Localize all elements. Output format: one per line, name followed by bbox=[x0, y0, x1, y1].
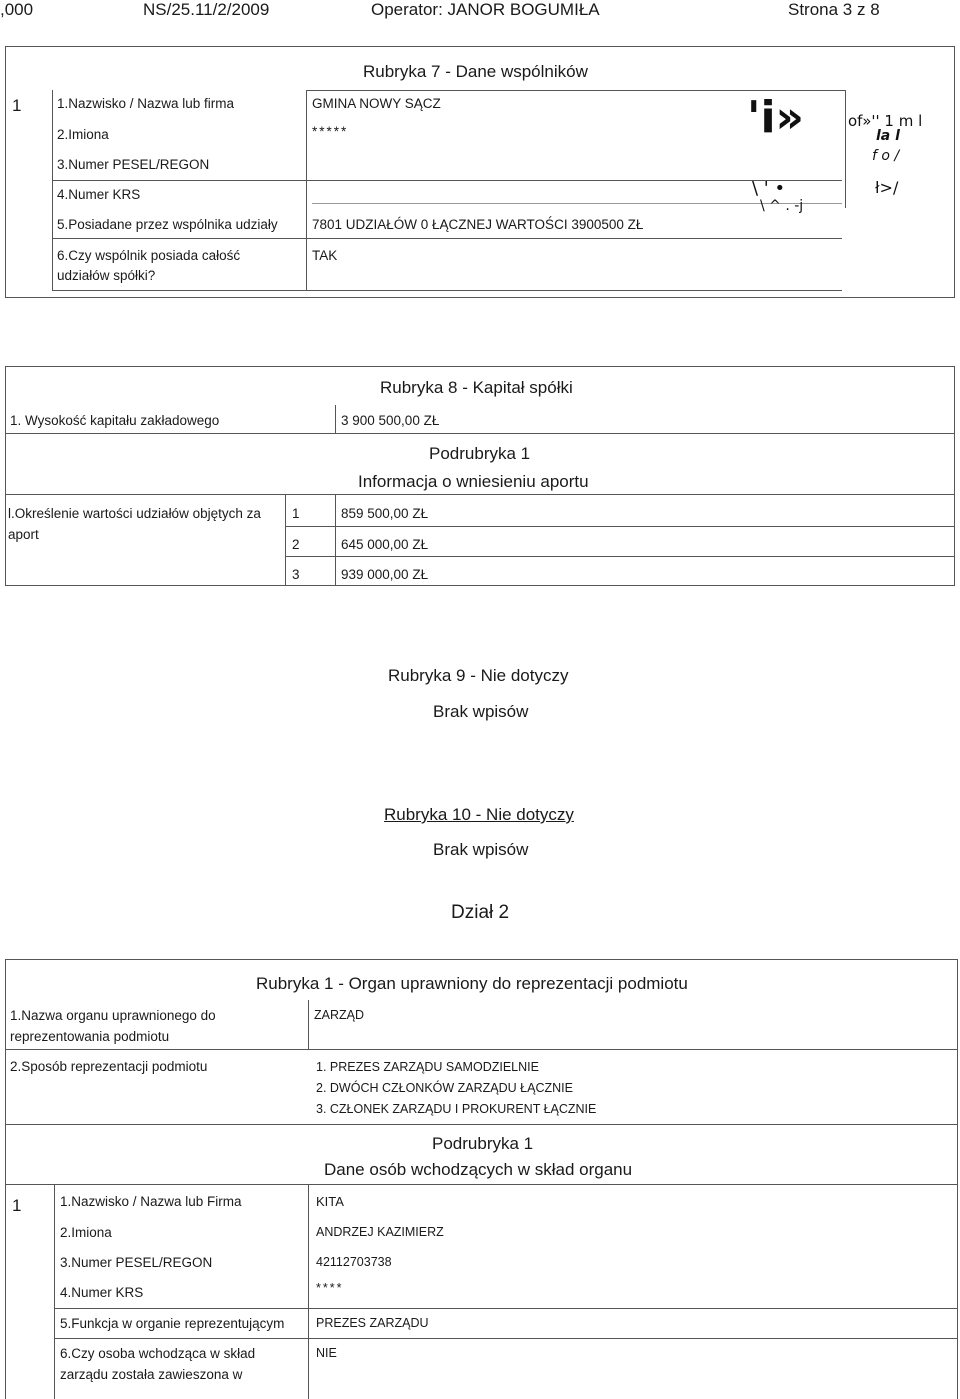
column-divider bbox=[335, 405, 336, 433]
value-sposob-line: 1. PREZES ZARZĄDU SAMODZIELNIE bbox=[316, 1060, 539, 1074]
row-divider bbox=[285, 556, 955, 557]
field-label-udzialy: 5.Posiadane przez wspólnika udziały bbox=[57, 217, 278, 232]
border-bottom bbox=[5, 297, 955, 298]
subsection-subtitle: Dane osób wchodzących w skład organu bbox=[324, 1160, 633, 1179]
aport-row-value: 645 000,00 ZŁ bbox=[341, 537, 429, 552]
value-imiona: ***** bbox=[312, 124, 349, 139]
stamp-fragment: \ ^ . -j bbox=[760, 198, 804, 214]
field-label-pesel: 3.Numer PESEL/REGON bbox=[57, 157, 210, 172]
row-divider bbox=[5, 1184, 958, 1185]
value-udzialy: 7801 UDZIAŁÓW 0 ŁĄCZNEJ WARTOŚCI 3900500 ZŁ bbox=[312, 217, 644, 232]
field-label-imiona: 2.Imiona bbox=[57, 127, 109, 142]
section-title: Rubryka 8 - Kapitał spółki bbox=[380, 378, 573, 397]
border-top bbox=[5, 366, 955, 367]
stamp-fragment: f o / bbox=[872, 148, 900, 164]
column-divider bbox=[335, 494, 336, 586]
column-divider bbox=[285, 494, 286, 586]
empty-state-rubryka-9: Brak wpisów bbox=[433, 702, 529, 721]
row-divider bbox=[5, 1124, 958, 1125]
row-divider bbox=[5, 433, 955, 434]
grid-row-line bbox=[52, 180, 842, 181]
label-column-right bbox=[308, 1184, 309, 1399]
person-value-pesel: 42112703738 bbox=[316, 1255, 392, 1269]
subsection-title: Podrubryka 1 bbox=[429, 444, 531, 463]
person-label-zawieszona: 6.Czy osoba wchodząca w skład bbox=[60, 1346, 256, 1361]
subsection-title: Podrubryka 1 bbox=[432, 1134, 534, 1153]
value-organ: ZARZĄD bbox=[314, 1008, 364, 1022]
border-right bbox=[954, 46, 955, 298]
stamp-fragment: la l bbox=[876, 128, 900, 144]
person-value-nazwisko: KITA bbox=[316, 1194, 344, 1209]
person-index: 1 bbox=[12, 1196, 22, 1215]
label-column-left bbox=[54, 1184, 55, 1399]
person-label-nazwisko: 1.Nazwisko / Nazwa lub Firma bbox=[60, 1194, 242, 1209]
border-top bbox=[5, 959, 958, 960]
border-top bbox=[5, 46, 955, 47]
aport-row-number: 2 bbox=[292, 537, 300, 552]
row-divider bbox=[285, 526, 955, 527]
border-left bbox=[5, 959, 6, 1399]
value-sposob-line: 3. CZŁONEK ZARZĄDU I PROKURENT ŁĄCZNIE bbox=[316, 1102, 597, 1116]
page-indicator: Strona 3 z 8 bbox=[788, 0, 880, 19]
header-left: ,000 bbox=[0, 0, 34, 19]
row-divider bbox=[5, 1049, 958, 1050]
person-value-funkcja: PREZES ZARZĄDU bbox=[316, 1316, 429, 1330]
value-name: GMINA NOWY SĄCZ bbox=[312, 96, 441, 111]
column-divider bbox=[308, 1000, 309, 1049]
value-kapital: 3 900 500,00 ZŁ bbox=[341, 413, 440, 428]
value-grid-top bbox=[306, 90, 846, 91]
aport-row-value: 859 500,00 ZŁ bbox=[341, 506, 429, 521]
subsection-subtitle: Informacja o wniesieniu aportu bbox=[358, 472, 589, 491]
section-title-rubryka-9: Rubryka 9 - Nie dotyczy bbox=[388, 666, 569, 685]
person-value-krs: **** bbox=[316, 1281, 344, 1295]
person-value-imiona: ANDRZEJ KAZIMIERZ bbox=[316, 1225, 444, 1239]
field-label-organ-cont: reprezentowania podmiotu bbox=[10, 1029, 170, 1044]
label-column-left bbox=[52, 90, 53, 290]
border-bottom bbox=[5, 585, 955, 586]
border-left bbox=[5, 46, 6, 298]
row-divider bbox=[54, 1308, 958, 1309]
section-title: Rubryka 7 - Dane wspólników bbox=[363, 62, 588, 81]
row-divider bbox=[54, 1338, 958, 1339]
row-divider bbox=[5, 494, 955, 495]
person-label-zawieszona-cont: zarządu została zawieszona w bbox=[60, 1367, 243, 1382]
grid-row-line bbox=[52, 238, 842, 239]
border-left bbox=[5, 366, 6, 586]
aport-row-number: 1 bbox=[292, 506, 300, 521]
grid-row-line bbox=[52, 290, 842, 291]
person-label-imiona: 2.Imiona bbox=[60, 1225, 112, 1240]
aport-row-number: 3 bbox=[292, 567, 300, 582]
stamp-fragment: 'i» bbox=[747, 92, 804, 143]
value-sposob-line: 2. DWÓCH CZŁONKÓW ZARZĄDU ŁĄCZNIE bbox=[316, 1081, 573, 1095]
value-calosc: TAK bbox=[312, 248, 338, 263]
field-label-aport-cont: aport bbox=[8, 527, 39, 542]
stamp-fragment: \ ' • bbox=[752, 178, 786, 199]
person-label-funkcja: 5.Funkcja w organie reprezentującym bbox=[60, 1316, 285, 1331]
field-label-calosc-cont: udziałów spółki? bbox=[57, 268, 156, 283]
value-grid-right bbox=[845, 90, 846, 208]
field-label-aport: l.Określenie wartości udziałów objętych za bbox=[8, 506, 261, 521]
aport-row-value: 939 000,00 ZŁ bbox=[341, 567, 429, 582]
section-title: Rubryka 1 - Organ uprawniony do reprezentacji podmiotu bbox=[256, 974, 688, 993]
person-label-krs: 4.Numer KRS bbox=[60, 1285, 144, 1300]
dzial-title: Dział 2 bbox=[451, 902, 510, 923]
field-label-nazwisko: 1.Nazwisko / Nazwa lub firma bbox=[57, 96, 235, 111]
person-label-pesel: 3.Numer PESEL/REGON bbox=[60, 1255, 213, 1270]
person-value-zawieszona: NIE bbox=[316, 1346, 337, 1360]
field-label-krs: 4.Numer KRS bbox=[57, 187, 141, 202]
border-right bbox=[957, 959, 958, 1399]
field-label-kapital: 1. Wysokość kapitału zakładowego bbox=[10, 413, 220, 428]
field-label-sposob: 2.Sposób reprezentacji podmiotu bbox=[10, 1059, 208, 1074]
section-title-rubryka-10: Rubryka 10 - Nie dotyczy bbox=[384, 805, 574, 824]
label-column-right bbox=[306, 90, 307, 290]
border-right bbox=[954, 366, 955, 586]
stamp-fragment: ł>/ bbox=[875, 178, 899, 197]
field-label-calosc: 6.Czy wspólnik posiada całość bbox=[57, 248, 241, 263]
document-number: NS/25.11/2/2009 bbox=[143, 0, 270, 19]
field-label-organ: 1.Nazwa organu uprawnionego do bbox=[10, 1008, 216, 1023]
row-index: 1 bbox=[12, 96, 22, 115]
stamp-fragment: of»'' 1 m l bbox=[848, 112, 923, 130]
empty-state-rubryka-10: Brak wpisów bbox=[433, 840, 529, 859]
operator-label: Operator: JANOR BOGUMIŁA bbox=[371, 0, 600, 19]
